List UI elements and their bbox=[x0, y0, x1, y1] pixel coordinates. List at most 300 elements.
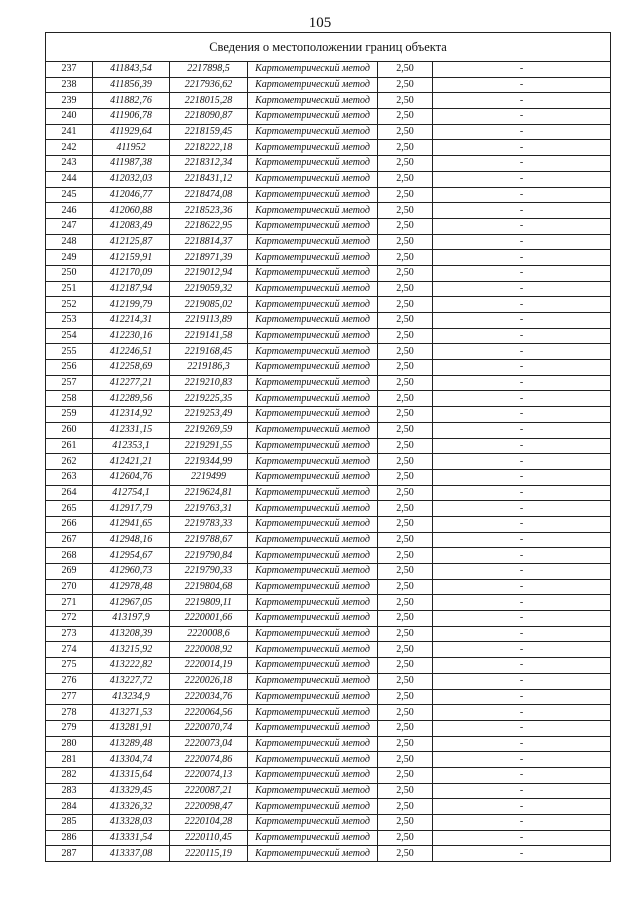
method-cell: Картометрический метод bbox=[248, 626, 378, 642]
table-row bbox=[46, 375, 611, 391]
x-coordinate-cell: 412083,49 bbox=[93, 218, 170, 234]
method-cell: Картометрический метод bbox=[248, 391, 378, 407]
description-cell: - bbox=[433, 109, 611, 125]
precision-cell: 2,50 bbox=[378, 360, 433, 376]
precision-cell: 2,50 bbox=[378, 689, 433, 705]
x-coordinate-cell: 412258,69 bbox=[93, 360, 170, 376]
y-coordinate-cell: 2219225,35 bbox=[170, 391, 248, 407]
description-cell: - bbox=[433, 767, 611, 783]
x-coordinate-cell: 412214,31 bbox=[93, 313, 170, 329]
y-coordinate-cell: 2217936,62 bbox=[170, 77, 248, 93]
y-coordinate-cell: 2218474,08 bbox=[170, 187, 248, 203]
x-coordinate-cell: 412187,94 bbox=[93, 281, 170, 297]
description-cell: - bbox=[433, 705, 611, 721]
method-cell: Картометрический метод bbox=[248, 564, 378, 580]
method-cell: Картометрический метод bbox=[248, 485, 378, 501]
precision-cell: 2,50 bbox=[378, 187, 433, 203]
description-cell: - bbox=[433, 469, 611, 485]
table-row bbox=[46, 783, 611, 799]
y-coordinate-cell: 2220104,28 bbox=[170, 815, 248, 831]
x-coordinate-cell: 411906,78 bbox=[93, 109, 170, 125]
table-row bbox=[46, 469, 611, 485]
x-coordinate-cell: 413197,9 bbox=[93, 611, 170, 627]
method-cell: Картометрический метод bbox=[248, 501, 378, 517]
point-number-cell: 254 bbox=[46, 328, 93, 344]
method-cell: Картометрический метод bbox=[248, 548, 378, 564]
x-coordinate-cell: 412159,91 bbox=[93, 250, 170, 266]
y-coordinate-cell: 2219210,83 bbox=[170, 375, 248, 391]
table-row bbox=[46, 203, 611, 219]
point-number-cell: 242 bbox=[46, 140, 93, 156]
method-cell: Картометрический метод bbox=[248, 281, 378, 297]
method-cell: Картометрический метод bbox=[248, 297, 378, 313]
description-cell: - bbox=[433, 815, 611, 831]
point-number-cell: 247 bbox=[46, 218, 93, 234]
y-coordinate-cell: 2220064,56 bbox=[170, 705, 248, 721]
y-coordinate-cell: 2218222,18 bbox=[170, 140, 248, 156]
x-coordinate-cell: 412032,03 bbox=[93, 171, 170, 187]
point-number-cell: 281 bbox=[46, 752, 93, 768]
y-coordinate-cell: 2219269,59 bbox=[170, 422, 248, 438]
x-coordinate-cell: 411843,54 bbox=[93, 62, 170, 78]
precision-cell: 2,50 bbox=[378, 344, 433, 360]
method-cell: Картометрический метод bbox=[248, 673, 378, 689]
description-cell: - bbox=[433, 548, 611, 564]
precision-cell: 2,50 bbox=[378, 736, 433, 752]
method-cell: Картометрический метод bbox=[248, 799, 378, 815]
description-cell: - bbox=[433, 391, 611, 407]
table-row bbox=[46, 140, 611, 156]
point-number-cell: 286 bbox=[46, 830, 93, 846]
x-coordinate-cell: 413234,9 bbox=[93, 689, 170, 705]
description-cell: - bbox=[433, 328, 611, 344]
boundary-coordinates-table bbox=[45, 32, 611, 862]
point-number-cell: 282 bbox=[46, 767, 93, 783]
x-coordinate-cell: 412289,56 bbox=[93, 391, 170, 407]
precision-cell: 2,50 bbox=[378, 830, 433, 846]
y-coordinate-cell: 2219790,84 bbox=[170, 548, 248, 564]
precision-cell: 2,50 bbox=[378, 815, 433, 831]
y-coordinate-cell: 2219790,33 bbox=[170, 564, 248, 580]
point-number-cell: 237 bbox=[46, 62, 93, 78]
y-coordinate-cell: 2220034,76 bbox=[170, 689, 248, 705]
point-number-cell: 284 bbox=[46, 799, 93, 815]
x-coordinate-cell: 413227,72 bbox=[93, 673, 170, 689]
y-coordinate-cell: 2218431,12 bbox=[170, 171, 248, 187]
table-row bbox=[46, 187, 611, 203]
table-row bbox=[46, 658, 611, 674]
description-cell: - bbox=[433, 234, 611, 250]
table-row bbox=[46, 407, 611, 423]
point-number-cell: 285 bbox=[46, 815, 93, 831]
y-coordinate-cell: 2219012,94 bbox=[170, 265, 248, 281]
point-number-cell: 243 bbox=[46, 156, 93, 172]
x-coordinate-cell: 411987,38 bbox=[93, 156, 170, 172]
x-coordinate-cell: 413328,03 bbox=[93, 815, 170, 831]
description-cell: - bbox=[433, 407, 611, 423]
x-coordinate-cell: 411882,76 bbox=[93, 93, 170, 109]
precision-cell: 2,50 bbox=[378, 109, 433, 125]
point-number-cell: 278 bbox=[46, 705, 93, 721]
table-row bbox=[46, 548, 611, 564]
x-coordinate-cell: 412246,51 bbox=[93, 344, 170, 360]
x-coordinate-cell: 413331,54 bbox=[93, 830, 170, 846]
precision-cell: 2,50 bbox=[378, 720, 433, 736]
table-title: Сведения о местоположении границ объекта bbox=[46, 33, 611, 62]
precision-cell: 2,50 bbox=[378, 391, 433, 407]
method-cell: Картометрический метод bbox=[248, 720, 378, 736]
y-coordinate-cell: 2219168,45 bbox=[170, 344, 248, 360]
precision-cell: 2,50 bbox=[378, 626, 433, 642]
description-cell: - bbox=[433, 313, 611, 329]
point-number-cell: 238 bbox=[46, 77, 93, 93]
table-row bbox=[46, 328, 611, 344]
method-cell: Картометрический метод bbox=[248, 218, 378, 234]
y-coordinate-cell: 2220001,66 bbox=[170, 611, 248, 627]
point-number-cell: 240 bbox=[46, 109, 93, 125]
table-row bbox=[46, 485, 611, 501]
point-number-cell: 248 bbox=[46, 234, 93, 250]
x-coordinate-cell: 413281,91 bbox=[93, 720, 170, 736]
point-number-cell: 287 bbox=[46, 846, 93, 862]
y-coordinate-cell: 2218159,45 bbox=[170, 124, 248, 140]
description-cell: - bbox=[433, 344, 611, 360]
description-cell: - bbox=[433, 642, 611, 658]
method-cell: Картометрический метод bbox=[248, 407, 378, 423]
y-coordinate-cell: 2219253,49 bbox=[170, 407, 248, 423]
table-body bbox=[46, 33, 611, 862]
method-cell: Картометрический метод bbox=[248, 124, 378, 140]
precision-cell: 2,50 bbox=[378, 156, 433, 172]
precision-cell: 2,50 bbox=[378, 124, 433, 140]
point-number-cell: 268 bbox=[46, 548, 93, 564]
description-cell: - bbox=[433, 265, 611, 281]
x-coordinate-cell: 412978,48 bbox=[93, 579, 170, 595]
precision-cell: 2,50 bbox=[378, 673, 433, 689]
precision-cell: 2,50 bbox=[378, 799, 433, 815]
description-cell: - bbox=[433, 438, 611, 454]
description-cell: - bbox=[433, 171, 611, 187]
method-cell: Картометрический метод bbox=[248, 516, 378, 532]
description-cell: - bbox=[433, 783, 611, 799]
method-cell: Картометрический метод bbox=[248, 642, 378, 658]
table-row bbox=[46, 815, 611, 831]
x-coordinate-cell: 412331,15 bbox=[93, 422, 170, 438]
x-coordinate-cell: 413222,82 bbox=[93, 658, 170, 674]
method-cell: Картометрический метод bbox=[248, 705, 378, 721]
x-coordinate-cell: 412199,79 bbox=[93, 297, 170, 313]
description-cell: - bbox=[433, 297, 611, 313]
table-row bbox=[46, 846, 611, 862]
precision-cell: 2,50 bbox=[378, 752, 433, 768]
precision-cell: 2,50 bbox=[378, 454, 433, 470]
y-coordinate-cell: 2219291,55 bbox=[170, 438, 248, 454]
description-cell: - bbox=[433, 250, 611, 266]
point-number-cell: 274 bbox=[46, 642, 93, 658]
description-cell: - bbox=[433, 516, 611, 532]
x-coordinate-cell: 413329,45 bbox=[93, 783, 170, 799]
x-coordinate-cell: 412754,1 bbox=[93, 485, 170, 501]
y-coordinate-cell: 2219085,02 bbox=[170, 297, 248, 313]
x-coordinate-cell: 412230,16 bbox=[93, 328, 170, 344]
x-coordinate-cell: 413304,74 bbox=[93, 752, 170, 768]
table-row bbox=[46, 579, 611, 595]
method-cell: Картометрический метод bbox=[248, 265, 378, 281]
description-cell: - bbox=[433, 579, 611, 595]
method-cell: Картометрический метод bbox=[248, 846, 378, 862]
point-number-cell: 239 bbox=[46, 93, 93, 109]
precision-cell: 2,50 bbox=[378, 140, 433, 156]
x-coordinate-cell: 412948,16 bbox=[93, 532, 170, 548]
description-cell: - bbox=[433, 281, 611, 297]
x-coordinate-cell: 412060,88 bbox=[93, 203, 170, 219]
method-cell: Картометрический метод bbox=[248, 438, 378, 454]
method-cell: Картометрический метод bbox=[248, 532, 378, 548]
table-row bbox=[46, 799, 611, 815]
table-row bbox=[46, 438, 611, 454]
table-row bbox=[46, 313, 611, 329]
y-coordinate-cell: 2220098,47 bbox=[170, 799, 248, 815]
y-coordinate-cell: 2218523,36 bbox=[170, 203, 248, 219]
table-row bbox=[46, 360, 611, 376]
description-cell: - bbox=[433, 187, 611, 203]
y-coordinate-cell: 2220014,19 bbox=[170, 658, 248, 674]
precision-cell: 2,50 bbox=[378, 203, 433, 219]
precision-cell: 2,50 bbox=[378, 281, 433, 297]
precision-cell: 2,50 bbox=[378, 77, 433, 93]
table-row bbox=[46, 109, 611, 125]
description-cell: - bbox=[433, 77, 611, 93]
x-coordinate-cell: 413315,64 bbox=[93, 767, 170, 783]
x-coordinate-cell: 412967,05 bbox=[93, 595, 170, 611]
precision-cell: 2,50 bbox=[378, 516, 433, 532]
description-cell: - bbox=[433, 454, 611, 470]
point-number-cell: 251 bbox=[46, 281, 93, 297]
description-cell: - bbox=[433, 564, 611, 580]
method-cell: Картометрический метод bbox=[248, 203, 378, 219]
y-coordinate-cell: 2219783,33 bbox=[170, 516, 248, 532]
y-coordinate-cell: 2220026,18 bbox=[170, 673, 248, 689]
x-coordinate-cell: 412125,87 bbox=[93, 234, 170, 250]
x-coordinate-cell: 412170,09 bbox=[93, 265, 170, 281]
method-cell: Картометрический метод bbox=[248, 140, 378, 156]
y-coordinate-cell: 2220070,74 bbox=[170, 720, 248, 736]
precision-cell: 2,50 bbox=[378, 501, 433, 517]
method-cell: Картометрический метод bbox=[248, 752, 378, 768]
description-cell: - bbox=[433, 62, 611, 78]
y-coordinate-cell: 2219113,89 bbox=[170, 313, 248, 329]
point-number-cell: 264 bbox=[46, 485, 93, 501]
description-cell: - bbox=[433, 218, 611, 234]
point-number-cell: 272 bbox=[46, 611, 93, 627]
y-coordinate-cell: 2218622,95 bbox=[170, 218, 248, 234]
description-cell: - bbox=[433, 532, 611, 548]
point-number-cell: 283 bbox=[46, 783, 93, 799]
method-cell: Картометрический метод bbox=[248, 689, 378, 705]
y-coordinate-cell: 2220115,19 bbox=[170, 846, 248, 862]
point-number-cell: 252 bbox=[46, 297, 93, 313]
table-row bbox=[46, 830, 611, 846]
method-cell: Картометрический метод bbox=[248, 658, 378, 674]
precision-cell: 2,50 bbox=[378, 313, 433, 329]
description-cell: - bbox=[433, 360, 611, 376]
table-row bbox=[46, 391, 611, 407]
precision-cell: 2,50 bbox=[378, 297, 433, 313]
table-row bbox=[46, 62, 611, 78]
point-number-cell: 277 bbox=[46, 689, 93, 705]
point-number-cell: 266 bbox=[46, 516, 93, 532]
method-cell: Картометрический метод bbox=[248, 454, 378, 470]
method-cell: Картометрический метод bbox=[248, 234, 378, 250]
x-coordinate-cell: 412604,76 bbox=[93, 469, 170, 485]
precision-cell: 2,50 bbox=[378, 595, 433, 611]
table-row bbox=[46, 767, 611, 783]
table-row bbox=[46, 422, 611, 438]
x-coordinate-cell: 413271,53 bbox=[93, 705, 170, 721]
table-row bbox=[46, 77, 611, 93]
table-row bbox=[46, 611, 611, 627]
table-row bbox=[46, 564, 611, 580]
point-number-cell: 244 bbox=[46, 171, 93, 187]
y-coordinate-cell: 2219186,3 bbox=[170, 360, 248, 376]
method-cell: Картометрический метод bbox=[248, 156, 378, 172]
table-row bbox=[46, 689, 611, 705]
table-row bbox=[46, 171, 611, 187]
point-number-cell: 259 bbox=[46, 407, 93, 423]
method-cell: Картометрический метод bbox=[248, 830, 378, 846]
description-cell: - bbox=[433, 375, 611, 391]
method-cell: Картометрический метод bbox=[248, 250, 378, 266]
precision-cell: 2,50 bbox=[378, 579, 433, 595]
description-cell: - bbox=[433, 846, 611, 862]
description-cell: - bbox=[433, 689, 611, 705]
method-cell: Картометрический метод bbox=[248, 611, 378, 627]
x-coordinate-cell: 411929,64 bbox=[93, 124, 170, 140]
method-cell: Картометрический метод bbox=[248, 783, 378, 799]
precision-cell: 2,50 bbox=[378, 422, 433, 438]
point-number-cell: 245 bbox=[46, 187, 93, 203]
point-number-cell: 253 bbox=[46, 313, 93, 329]
method-cell: Картометрический метод bbox=[248, 469, 378, 485]
precision-cell: 2,50 bbox=[378, 250, 433, 266]
description-cell: - bbox=[433, 501, 611, 517]
point-number-cell: 265 bbox=[46, 501, 93, 517]
method-cell: Картометрический метод bbox=[248, 360, 378, 376]
description-cell: - bbox=[433, 799, 611, 815]
point-number-cell: 269 bbox=[46, 564, 93, 580]
x-coordinate-cell: 412960,73 bbox=[93, 564, 170, 580]
description-cell: - bbox=[433, 626, 611, 642]
table-row bbox=[46, 501, 611, 517]
y-coordinate-cell: 2218814,37 bbox=[170, 234, 248, 250]
point-number-cell: 246 bbox=[46, 203, 93, 219]
description-cell: - bbox=[433, 140, 611, 156]
y-coordinate-cell: 2220074,86 bbox=[170, 752, 248, 768]
y-coordinate-cell: 2219763,31 bbox=[170, 501, 248, 517]
y-coordinate-cell: 2220110,45 bbox=[170, 830, 248, 846]
y-coordinate-cell: 2219059,32 bbox=[170, 281, 248, 297]
y-coordinate-cell: 2219809,11 bbox=[170, 595, 248, 611]
table-row bbox=[46, 281, 611, 297]
method-cell: Картометрический метод bbox=[248, 579, 378, 595]
precision-cell: 2,50 bbox=[378, 564, 433, 580]
x-coordinate-cell: 413215,92 bbox=[93, 642, 170, 658]
x-coordinate-cell: 412941,65 bbox=[93, 516, 170, 532]
point-number-cell: 256 bbox=[46, 360, 93, 376]
precision-cell: 2,50 bbox=[378, 767, 433, 783]
table-row bbox=[46, 93, 611, 109]
description-cell: - bbox=[433, 422, 611, 438]
description-cell: - bbox=[433, 93, 611, 109]
table-row bbox=[46, 297, 611, 313]
description-cell: - bbox=[433, 673, 611, 689]
point-number-cell: 257 bbox=[46, 375, 93, 391]
description-cell: - bbox=[433, 752, 611, 768]
point-number-cell: 263 bbox=[46, 469, 93, 485]
y-coordinate-cell: 2219499 bbox=[170, 469, 248, 485]
x-coordinate-cell: 412954,67 bbox=[93, 548, 170, 564]
point-number-cell: 280 bbox=[46, 736, 93, 752]
description-cell: - bbox=[433, 736, 611, 752]
method-cell: Картометрический метод bbox=[248, 93, 378, 109]
method-cell: Картометрический метод bbox=[248, 736, 378, 752]
table-row bbox=[46, 720, 611, 736]
precision-cell: 2,50 bbox=[378, 783, 433, 799]
x-coordinate-cell: 412046,77 bbox=[93, 187, 170, 203]
point-number-cell: 273 bbox=[46, 626, 93, 642]
y-coordinate-cell: 2220087,21 bbox=[170, 783, 248, 799]
point-number-cell: 260 bbox=[46, 422, 93, 438]
precision-cell: 2,50 bbox=[378, 438, 433, 454]
description-cell: - bbox=[433, 658, 611, 674]
point-number-cell: 249 bbox=[46, 250, 93, 266]
x-coordinate-cell: 412314,92 bbox=[93, 407, 170, 423]
precision-cell: 2,50 bbox=[378, 705, 433, 721]
table-row bbox=[46, 265, 611, 281]
point-number-cell: 271 bbox=[46, 595, 93, 611]
table-row bbox=[46, 454, 611, 470]
table-row bbox=[46, 705, 611, 721]
point-number-cell: 267 bbox=[46, 532, 93, 548]
description-cell: - bbox=[433, 124, 611, 140]
table-row bbox=[46, 156, 611, 172]
point-number-cell: 261 bbox=[46, 438, 93, 454]
x-coordinate-cell: 413208,39 bbox=[93, 626, 170, 642]
point-number-cell: 255 bbox=[46, 344, 93, 360]
table-row bbox=[46, 673, 611, 689]
precision-cell: 2,50 bbox=[378, 407, 433, 423]
method-cell: Картометрический метод bbox=[248, 595, 378, 611]
y-coordinate-cell: 2220008,6 bbox=[170, 626, 248, 642]
table-row bbox=[46, 642, 611, 658]
precision-cell: 2,50 bbox=[378, 611, 433, 627]
method-cell: Картометрический метод bbox=[248, 313, 378, 329]
precision-cell: 2,50 bbox=[378, 846, 433, 862]
method-cell: Картометрический метод bbox=[248, 62, 378, 78]
method-cell: Картометрический метод bbox=[248, 171, 378, 187]
x-coordinate-cell: 412917,79 bbox=[93, 501, 170, 517]
precision-cell: 2,50 bbox=[378, 548, 433, 564]
description-cell: - bbox=[433, 156, 611, 172]
precision-cell: 2,50 bbox=[378, 642, 433, 658]
table-row bbox=[46, 218, 611, 234]
method-cell: Картометрический метод bbox=[248, 328, 378, 344]
precision-cell: 2,50 bbox=[378, 171, 433, 187]
y-coordinate-cell: 2219788,67 bbox=[170, 532, 248, 548]
y-coordinate-cell: 2218015,28 bbox=[170, 93, 248, 109]
point-number-cell: 276 bbox=[46, 673, 93, 689]
x-coordinate-cell: 412277,21 bbox=[93, 375, 170, 391]
